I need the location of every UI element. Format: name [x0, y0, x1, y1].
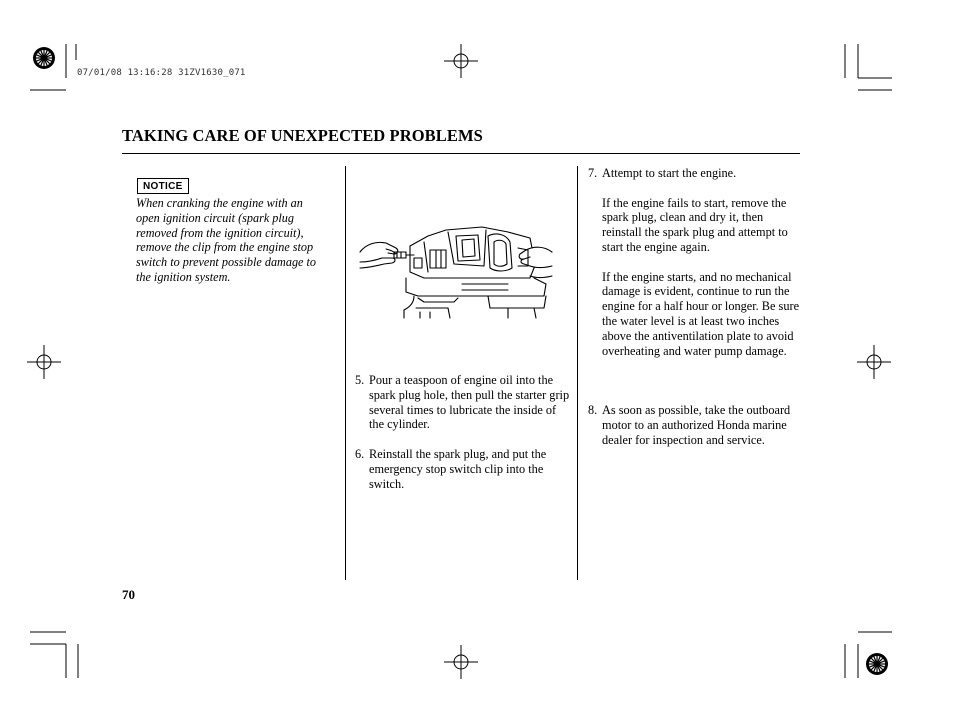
- notice-text: When cranking the engine with an open ignition circuit (spark plug removed from the ignition circuit), remove the clip from the engine stop switch to prevent possible damage to the ignition system.: [136, 196, 316, 284]
- header-rule: [122, 153, 800, 154]
- step-7: [588, 166, 800, 358]
- step-text: Pour a teaspoon of engine oil into the spark plug hole, then pull the starter grip several times to lubricate the inside of the cylinder.: [369, 373, 570, 432]
- print-timestamp: 07/01/08 13:16:28 31ZV1630_071: [77, 68, 246, 78]
- step-text: If the engine starts, and no mechanical damage is evident, continue to run the engine for a half hour or longer. Be sure the water level is at least two inches above the antiventilation plate to avoid overheating and water pump damage.: [602, 269, 800, 358]
- step-number: 8.: [588, 403, 598, 417]
- step-text: If the engine fails to start, remove the spark plug, clean and dry it, then reinstall the spark plug and attempt to start the engine again.: [602, 195, 788, 254]
- outboard-engine-illustration: [358, 212, 554, 320]
- step-text: Reinstall the spark plug, and put the emergency stop switch clip into the switch.: [369, 447, 547, 491]
- step-number: 6.: [355, 447, 365, 461]
- notice-label: NOTICE: [137, 178, 189, 194]
- section-title: TAKING CARE OF UNEXPECTED PROBLEMS: [122, 126, 483, 145]
- step-8: [588, 403, 800, 447]
- step-5: [355, 373, 573, 432]
- step-text: As soon as possible, take the outboard motor to an authorized Honda marine dealer for inspection and service.: [602, 403, 791, 447]
- step-number: 5.: [355, 373, 365, 387]
- step-text: Attempt to start the engine.: [602, 166, 737, 180]
- column-divider-left: [345, 166, 346, 580]
- page-number: 70: [122, 587, 135, 602]
- column-divider-right: [577, 166, 578, 580]
- step-number: 7.: [588, 166, 598, 180]
- step-6: [355, 447, 573, 491]
